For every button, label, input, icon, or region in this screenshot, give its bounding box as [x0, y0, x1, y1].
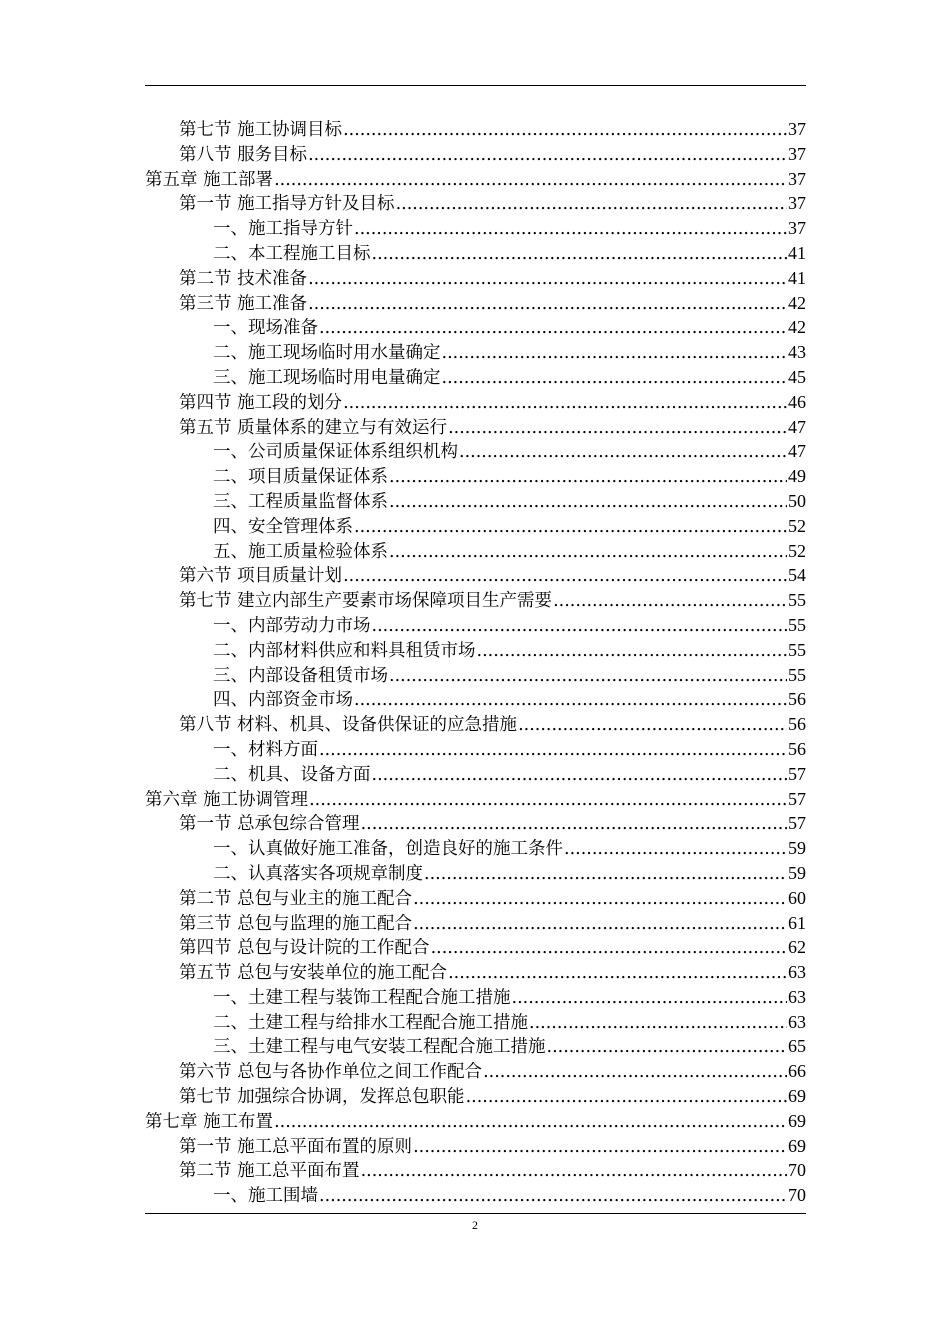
toc-dot-leader [354, 688, 787, 713]
toc-dot-leader [413, 912, 787, 937]
toc-entry-title: 一、内部劳动力市场 [213, 615, 371, 636]
toc-dot-leader [319, 316, 787, 341]
toc-dot-leader [529, 1011, 787, 1036]
toc-entry-title: 第六章 施工协调管理 [145, 789, 309, 810]
toc-dot-leader [274, 1110, 787, 1135]
toc-entry[interactable] [145, 613, 806, 638]
toc-entry[interactable] [145, 489, 806, 514]
toc-entry-title: 四、内部资金市场 [213, 690, 353, 711]
footer-rule [145, 1213, 806, 1214]
toc-entry-page: 41 [788, 267, 806, 288]
header-rule [145, 85, 806, 86]
toc-entry-title: 一、土建工程与装饰工程配合施工措施 [213, 987, 511, 1008]
toc-entry[interactable] [145, 464, 806, 489]
toc-dot-leader [389, 465, 787, 490]
toc-entry-title: 第六节 项目质量计划 [179, 566, 343, 587]
toc-entry-page: 50 [788, 490, 806, 511]
toc-dot-leader [319, 738, 787, 763]
toc-entry-page: 56 [788, 738, 806, 759]
toc-entry-title: 一、现场准备 [213, 318, 318, 339]
toc-entry[interactable] [145, 340, 806, 365]
toc-entry[interactable] [145, 687, 806, 712]
toc-entry-page: 52 [788, 540, 806, 561]
toc-dot-leader [459, 440, 787, 465]
toc-entry-page: 41 [788, 242, 806, 263]
toc-dot-leader [442, 366, 788, 391]
toc-entry-page: 55 [788, 664, 806, 685]
toc-entry-page: 59 [788, 838, 806, 859]
toc-entry[interactable] [145, 1183, 806, 1208]
toc-dot-leader [442, 341, 788, 366]
toc-entry-page: 63 [788, 1011, 806, 1032]
toc-entry-page: 59 [788, 862, 806, 883]
toc-entry-page: 37 [788, 168, 806, 189]
toc-entry[interactable] [145, 514, 806, 539]
toc-dot-leader [389, 540, 787, 565]
toc-dot-leader [343, 118, 787, 143]
toc-entry[interactable] [145, 1158, 806, 1183]
toc-entry-title: 一、认真做好施工准备，创造良好的施工条件 [213, 839, 563, 860]
toc-dot-leader [361, 1159, 787, 1184]
toc-entry[interactable] [145, 415, 806, 440]
toc-entry[interactable] [145, 1109, 806, 1134]
toc-entry-page: 56 [788, 689, 806, 710]
toc-entry-title: 二、施工现场临时用水量确定 [213, 343, 441, 364]
toc-entry-title: 第四节 总包与设计院的工作配合 [179, 938, 430, 959]
toc-entry-title: 五、施工质量检验体系 [213, 541, 388, 562]
toc-entry-title: 三、土建工程与电气安装工程配合施工措施 [213, 1037, 546, 1058]
toc-entry-page: 57 [788, 788, 806, 809]
toc-entry-title: 二、本工程施工目标 [213, 243, 371, 264]
toc-entry-title: 二、机具、设备方面 [213, 764, 371, 785]
toc-entry[interactable] [145, 1134, 806, 1159]
toc-entry-page: 63 [788, 962, 806, 983]
toc-entry[interactable] [145, 1010, 806, 1035]
toc-entry-title: 第五章 施工部署 [145, 169, 274, 190]
toc-dot-leader [448, 416, 787, 441]
toc-dot-leader [477, 639, 788, 664]
toc-entry-page: 54 [788, 565, 806, 586]
toc-entry-page: 60 [788, 887, 806, 908]
toc-dot-leader [372, 614, 788, 639]
toc-dot-leader [547, 1035, 788, 1060]
toc-entry[interactable] [145, 861, 806, 886]
toc-entry-page: 70 [788, 1160, 806, 1181]
toc-dot-leader [361, 812, 787, 837]
toc-entry[interactable] [145, 216, 806, 241]
toc-entry-page: 37 [788, 193, 806, 214]
toc-entry[interactable] [145, 1059, 806, 1084]
toc-dot-leader [483, 1060, 787, 1085]
toc-entry[interactable] [145, 886, 806, 911]
toc-entry-title: 四、安全管理体系 [213, 516, 353, 537]
toc-dot-leader [518, 713, 787, 738]
toc-dot-leader [354, 217, 787, 242]
toc-entry[interactable] [145, 365, 806, 390]
toc-entry-page: 55 [788, 639, 806, 660]
toc-entry-page: 46 [788, 391, 806, 412]
toc-dot-leader [413, 1135, 787, 1160]
toc-entry[interactable] [145, 117, 806, 142]
toc-entry-title: 第四节 施工段的划分 [179, 392, 343, 413]
toc-dot-leader [448, 961, 787, 986]
toc-entry-title: 第一节 施工指导方针及目标 [179, 194, 395, 215]
toc-entry-page: 42 [788, 317, 806, 338]
table-of-contents [145, 117, 806, 1208]
toc-entry-page: 37 [788, 119, 806, 139]
toc-dot-leader [354, 515, 787, 540]
toc-entry[interactable] [145, 787, 806, 812]
toc-entry[interactable] [145, 663, 806, 688]
toc-entry[interactable] [145, 266, 806, 291]
toc-dot-leader [389, 490, 787, 515]
toc-entry-title: 第八节 服务目标 [179, 144, 308, 165]
page-number: 2 [472, 1218, 478, 1232]
toc-entry-page: 63 [788, 986, 806, 1007]
toc-entry-title: 第六节 总包与各协作单位之间工作配合 [179, 1062, 483, 1083]
toc-entry[interactable] [145, 1034, 806, 1059]
toc-entry[interactable] [145, 638, 806, 663]
toc-entry-page: 57 [788, 763, 806, 784]
toc-dot-leader [308, 267, 787, 292]
toc-dot-leader [308, 292, 787, 317]
toc-dot-leader [319, 1184, 787, 1209]
toc-dot-leader [372, 763, 788, 788]
toc-entry[interactable] [145, 291, 806, 316]
toc-entry-title: 第七节 加强综合协调，发挥总包职能 [179, 1087, 465, 1108]
toc-dot-leader [343, 391, 787, 416]
toc-dot-leader [396, 192, 787, 217]
toc-entry-page: 42 [788, 292, 806, 313]
toc-entry[interactable] [145, 439, 806, 464]
toc-entry[interactable] [145, 241, 806, 266]
toc-entry-title: 第二节 施工总平面布置 [179, 1161, 360, 1182]
toc-dot-leader [431, 936, 787, 961]
toc-entry-page: 37 [788, 218, 806, 239]
toc-entry-title: 第七章 施工布置 [145, 1111, 274, 1132]
toc-entry[interactable] [145, 142, 806, 167]
toc-entry[interactable] [145, 390, 806, 415]
toc-entry-page: 69 [788, 1135, 806, 1156]
toc-entry-title: 三、工程质量监督体系 [213, 491, 388, 512]
toc-entry[interactable] [145, 167, 806, 192]
toc-entry-page: 43 [788, 342, 806, 363]
toc-dot-leader [372, 242, 788, 267]
toc-entry-title: 第三节 总包与监理的施工配合 [179, 913, 413, 934]
toc-entry-page: 55 [788, 614, 806, 635]
toc-entry-page: 65 [788, 1036, 806, 1057]
toc-entry[interactable] [145, 762, 806, 787]
toc-entry-page: 62 [788, 937, 806, 958]
toc-entry-title: 二、项目质量保证体系 [213, 467, 388, 488]
toc-entry-title: 一、材料方面 [213, 739, 318, 760]
toc-entry-title: 第五节 质量体系的建立与有效运行 [179, 417, 448, 438]
toc-entry[interactable] [145, 712, 806, 737]
toc-entry-page: 49 [788, 466, 806, 487]
toc-entry-page: 47 [788, 416, 806, 437]
toc-entry-title: 第二节 总包与业主的施工配合 [179, 888, 413, 909]
toc-entry[interactable] [145, 563, 806, 588]
toc-entry-title: 二、认真落实各项规章制度 [213, 863, 423, 884]
toc-entry[interactable] [145, 960, 806, 985]
toc-entry-title: 第七节 施工协调目标 [179, 120, 343, 140]
toc-entry-page: 61 [788, 912, 806, 933]
toc-entry[interactable] [145, 191, 806, 216]
toc-dot-leader [553, 589, 787, 614]
toc-entry-page: 52 [788, 515, 806, 536]
toc-entry-page: 45 [788, 366, 806, 387]
toc-entry-title: 第三节 施工准备 [179, 293, 308, 314]
toc-entry[interactable] [145, 315, 806, 340]
toc-entry-title: 二、土建工程与给排水工程配合施工措施 [213, 1012, 528, 1033]
toc-dot-leader [466, 1085, 787, 1110]
toc-dot-leader [274, 168, 787, 193]
toc-entry-page: 66 [788, 1061, 806, 1082]
toc-dot-leader [413, 887, 787, 912]
toc-entry-title: 第八节 材料、机具、设备供保证的应急措施 [179, 715, 518, 736]
toc-entry[interactable] [145, 836, 806, 861]
toc-entry[interactable] [145, 811, 806, 836]
toc-entry-page: 55 [788, 590, 806, 611]
toc-dot-leader [424, 862, 787, 887]
toc-entry-page: 69 [788, 1110, 806, 1131]
toc-entry-title: 二、内部材料供应和料具租赁市场 [213, 640, 476, 661]
toc-entry-title: 一、施工指导方针 [213, 219, 353, 240]
toc-entry-page: 37 [788, 143, 806, 164]
toc-entry-title: 三、施工现场临时用电量确定 [213, 367, 441, 388]
toc-entry-title: 第一节 施工总平面布置的原则 [179, 1136, 413, 1157]
toc-entry-title: 第一节 总承包综合管理 [179, 814, 360, 835]
toc-entry[interactable] [145, 539, 806, 564]
toc-dot-leader [309, 788, 787, 813]
toc-entry-page: 56 [788, 714, 806, 735]
toc-entry[interactable] [145, 985, 806, 1010]
toc-entry-title: 第二节 技术准备 [179, 268, 308, 289]
toc-dot-leader [512, 986, 788, 1011]
toc-entry[interactable] [145, 1084, 806, 1109]
toc-entry-title: 第七节 建立内部生产要素市场保障项目生产需要 [179, 591, 553, 612]
toc-entry-title: 一、施工围墙 [213, 1186, 318, 1207]
toc-dot-leader [343, 564, 787, 589]
toc-entry[interactable] [145, 935, 806, 960]
toc-entry-title: 一、公司质量保证体系组织机构 [213, 442, 458, 463]
toc-entry-page: 57 [788, 813, 806, 834]
toc-entry[interactable] [145, 737, 806, 762]
toc-entry-title: 第五节 总包与安装单位的施工配合 [179, 963, 448, 984]
toc-entry-page: 69 [788, 1086, 806, 1107]
toc-dot-leader [564, 837, 787, 862]
toc-entry-page: 70 [788, 1185, 806, 1206]
toc-entry[interactable] [145, 588, 806, 613]
toc-dot-leader [308, 143, 787, 168]
toc-entry-title: 三、内部设备租赁市场 [213, 665, 388, 686]
toc-dot-leader [389, 664, 787, 689]
toc-entry-page: 47 [788, 441, 806, 462]
toc-entry[interactable] [145, 911, 806, 936]
